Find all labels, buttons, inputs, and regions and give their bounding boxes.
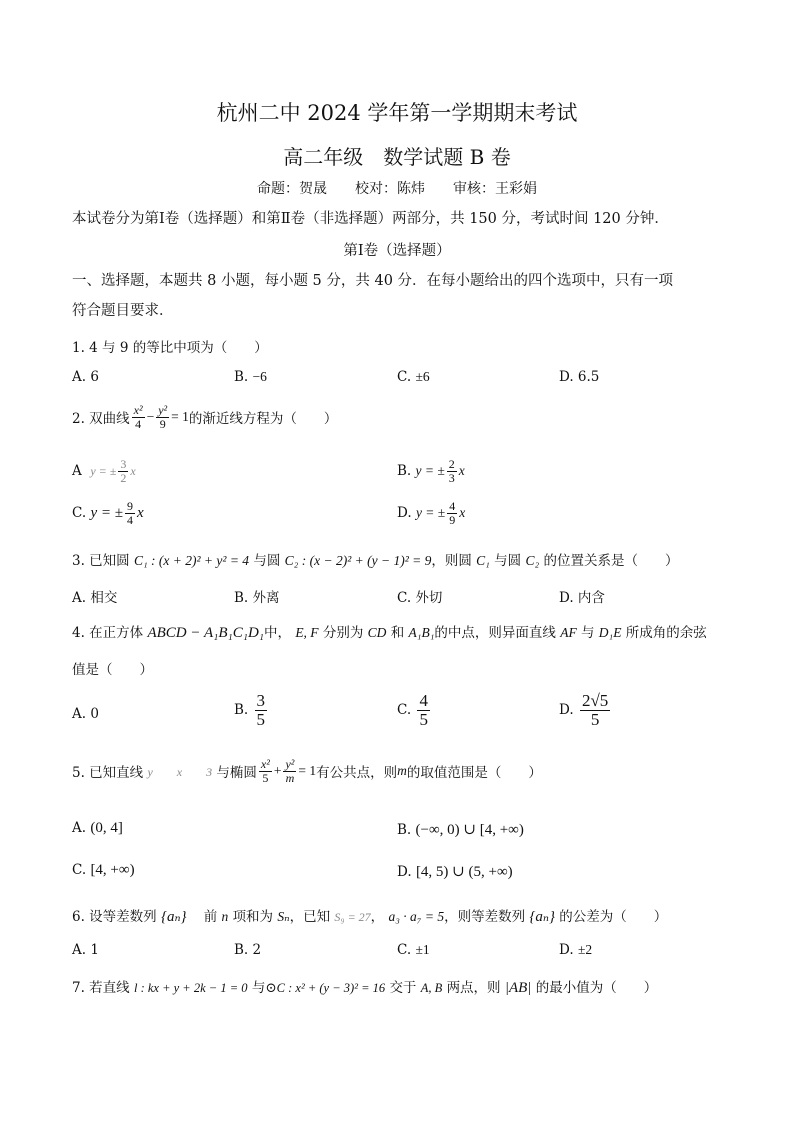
q4-cube: ABCD − A₁B₁C₁D₁ <box>147 625 265 641</box>
q4-d-letter: D. <box>559 702 574 719</box>
question-6-stem <box>72 905 667 926</box>
q6-seq: {aₙ} <box>160 909 187 925</box>
part-heading: 第Ⅰ卷（选择题） <box>343 243 451 259</box>
q6-seq-2: {aₙ} <box>529 909 555 925</box>
option-b-value: −6 <box>252 369 267 384</box>
q2-d-num: 4 <box>449 499 456 513</box>
q5-b-value: (−∞, 0) ∪ [4, +∞) <box>415 822 524 838</box>
question-3-option-d: D. 内含 <box>559 590 605 606</box>
q4-b-frac <box>255 692 268 729</box>
question-7-stem <box>72 976 657 997</box>
staff-line: 命题：贺晟 校对：陈炜 审核：王彩娟 <box>257 181 537 197</box>
q2-frac-x <box>132 404 145 430</box>
question-4-line-2: 值是（ ） <box>72 662 153 678</box>
question-3-option-b: B. 外离 <box>234 590 280 606</box>
q3-prefix: 3. 已知圆 <box>72 553 130 569</box>
q6-s9: S₉ = 27 <box>334 910 371 924</box>
q6-mid5: ，则等差数列 <box>444 909 526 925</box>
q4-mid5: 与 <box>581 625 595 641</box>
q5-line-eq: y x 3 <box>147 764 213 779</box>
q4-a1b1: A₁B₁ <box>408 625 435 640</box>
q4-d-frac <box>580 692 610 729</box>
q2-a-frac <box>118 458 128 484</box>
q4-mid4: 的中点，则异面直线 <box>434 625 556 641</box>
q5-m-var: m <box>397 763 407 779</box>
q2-b-letter: B. <box>397 463 412 480</box>
q7-prefix: 7. 若直线 <box>72 980 130 996</box>
q2-a-y: y = ± <box>90 463 117 478</box>
q2-rhs: = 1 <box>171 409 189 425</box>
q2-c-frac <box>125 500 135 526</box>
q2-frac-x-den: 4 <box>135 416 142 431</box>
q6-prefix: 6. 设等差数列 <box>72 909 157 925</box>
q3-post2: 与圆 <box>494 553 522 569</box>
question-1-option-a: A. 6 <box>72 369 99 385</box>
q3-mid: 与圆 <box>253 553 281 569</box>
q2-d-den: 9 <box>449 512 456 527</box>
question-3-stem <box>72 549 678 569</box>
q2-c-x: x <box>136 504 144 521</box>
question-2-option-c <box>72 500 144 526</box>
q3-c2-ref: C₂ <box>525 553 540 568</box>
q2-d-frac <box>447 500 457 526</box>
q4-mid3: 和 <box>390 625 405 641</box>
q7-mid: 与⊙ <box>251 980 277 996</box>
q5-rhs: = 1 <box>298 763 317 779</box>
question-2-option-d <box>397 500 465 526</box>
q2-d-letter: D. <box>397 505 412 522</box>
question-6-option-c <box>397 942 430 958</box>
q2-b-y: y = ± <box>415 463 445 479</box>
q7-circle-eq: C : x² + (y − 3)² = 16 <box>276 981 386 995</box>
q7-mid3: 两点，则 <box>446 980 501 996</box>
q4-cd: CD <box>367 625 387 640</box>
exam-intro: 本试卷分为第Ⅰ卷（选择题）和第Ⅱ卷（非选择题）两部分，共 150 分，考试时间 120 分钟． <box>72 211 669 227</box>
question-4-option-c <box>397 692 432 729</box>
question-4-option-d <box>559 692 612 729</box>
q4-mid1: 中， <box>264 625 292 641</box>
q2-b-den: 3 <box>448 470 455 485</box>
q2-frac-y <box>156 404 169 430</box>
option-b-letter: B. <box>234 369 249 385</box>
q2-c-letter: C. <box>72 505 87 522</box>
q4-c-den: 5 <box>419 709 428 729</box>
q6-c-value: ±1 <box>415 942 430 957</box>
q2-frac-y-den: 9 <box>159 416 166 431</box>
q7-abs-ab: |AB| <box>504 980 532 996</box>
q4-af: AF <box>560 625 577 640</box>
q4-b-num: 3 <box>256 691 266 710</box>
question-2-option-a <box>72 458 136 484</box>
q5-post2: 的取值范围是（ ） <box>406 765 542 782</box>
q4-c-frac <box>417 692 430 729</box>
q5-post: 有公共点，则 <box>316 765 398 782</box>
question-5-option-c <box>72 862 135 879</box>
q4-mid2: 分别为 <box>322 625 364 641</box>
q3-circle-2: C₂ : (x − 2)² + (y − 1)² = 9 <box>284 553 432 568</box>
q4-b-den: 5 <box>256 709 266 729</box>
q2-b-x: x <box>458 463 465 479</box>
q5-frac-y <box>283 758 296 784</box>
q2-a-x: x <box>130 463 136 478</box>
q2-frac-x-num: x² <box>133 403 143 417</box>
q3-circle-1: C₁ : (x + 2)² + y² = 4 <box>133 553 250 568</box>
question-5-option-d <box>397 862 513 881</box>
q2-c-num: 9 <box>126 499 133 513</box>
question-2-stem: 2. 双曲线 $\frac{\text{x²}}{4}$ − $\frac{\text{y²}}{9}$ = 1 的渐近线方程为（ ） <box>72 403 338 431</box>
q7-mid2: 交于 <box>389 980 417 996</box>
question-5-stem: 5. 已知直线 y x 3 与椭圆 $\frac{\text{x²}}{5}$ + $\frac{\text{y²}}{m}$ = 1 有公共点，则 m 的取值范围是（ ） <box>72 757 542 785</box>
q4-d-num: 2√5 <box>581 691 609 710</box>
section-instructions-line-1: 一、选择题，本题共 8 小题，每小题 5 分，共 40 分．在每小题给出的四个选项中，只有一项 <box>72 273 674 289</box>
q2-a-num: 3 <box>120 457 127 471</box>
q5-frac-y-num: y² <box>285 757 295 771</box>
exam-subtitle: 高二年级 数学试题 B 卷 <box>283 145 511 169</box>
q2-b-frac <box>447 458 457 484</box>
question-1-option-b <box>234 369 267 385</box>
q6-mid2: 项和为 <box>232 909 274 925</box>
exam-title: 杭州二中 2024 学年第一学期期末考试 <box>216 101 578 125</box>
option-c-value: ±6 <box>415 369 430 384</box>
q4-ef: E, F <box>295 625 319 640</box>
question-5-option-b <box>397 820 524 839</box>
q2-b-num: 2 <box>448 457 455 471</box>
question-4-option-b <box>234 692 269 729</box>
q6-mid3: ，已知 <box>289 909 331 925</box>
q2-c-y: y = ± <box>90 504 123 521</box>
question-1-stem: 1. 4 与 9 的等比中项为（ ） <box>72 340 268 356</box>
q5-c-value: [4, +∞) <box>90 862 135 878</box>
option-c-letter: C. <box>397 369 412 385</box>
q5-frac-x-num: x² <box>260 757 270 771</box>
question-3-option-c: C. 外切 <box>397 590 443 606</box>
q2-prefix: 2. 双曲线 <box>72 411 130 428</box>
question-5-option-a <box>72 820 123 837</box>
q6-a3a7: a₃ · a₇ = 5 <box>388 909 445 924</box>
q4-c-num: 4 <box>419 691 428 710</box>
q5-b-letter: B. <box>397 822 412 838</box>
q6-c-letter: C. <box>397 942 412 958</box>
q5-mid: 与椭圆 <box>216 765 257 782</box>
q5-frac-y-den: m <box>285 770 295 785</box>
q6-n: n <box>221 909 229 924</box>
q2-frac-y-num: y² <box>158 403 168 417</box>
question-1-option-c <box>397 369 430 385</box>
q6-mid1: 前 <box>203 909 218 925</box>
q5-frac-x-den: 5 <box>262 770 269 785</box>
q6-sn: Sₙ <box>277 909 290 924</box>
q7-post: 的最小值为（ ） <box>535 980 658 996</box>
q7-line-eq: l : kx + y + 2k − 1 = 0 <box>133 981 248 995</box>
q4-prefix: 4. 在正方体 <box>72 625 144 641</box>
q3-c1-ref: C₁ <box>476 553 490 568</box>
q4-mid6: 所成角的余弦 <box>625 625 707 641</box>
question-1-option-d: D. 6.5 <box>559 369 600 385</box>
q5-d-value: [4, 5) ∪ (5, +∞) <box>415 864 513 880</box>
q6-mid4: ， <box>370 909 385 925</box>
q5-c-letter: C. <box>72 862 87 878</box>
question-6-option-a: A. 1 <box>72 942 99 958</box>
question-2-option-b <box>397 458 465 484</box>
q7-ab: A, B <box>420 981 443 995</box>
q2-a-letter: A <box>72 463 82 480</box>
section-instructions-line-2: 符合题目要求． <box>72 303 174 319</box>
q5-d-letter: D. <box>397 864 412 880</box>
question-6-option-d <box>559 942 592 958</box>
q5-prefix: 5. 已知直线 <box>72 765 144 782</box>
question-4-stem <box>72 621 707 642</box>
q6-d-value: ±2 <box>577 942 593 957</box>
q2-suffix: 的渐近线方程为（ ） <box>188 411 338 428</box>
q5-a-value: (0, 4] <box>90 820 123 836</box>
q6-post: 的公差为（ ） <box>559 909 668 925</box>
q3-post3: 的位置关系是（ ） <box>543 553 679 569</box>
q4-b-letter: B. <box>234 702 249 719</box>
q4-d1e: D₁E <box>598 625 622 640</box>
q3-post: ，则圆 <box>431 553 472 569</box>
q5-frac-x <box>259 758 272 784</box>
q2-a-den: 2 <box>120 470 127 485</box>
q4-c-letter: C. <box>397 702 412 719</box>
q4-d-den: 5 <box>590 709 600 729</box>
q2-d-x: x <box>459 505 466 521</box>
q6-d-letter: D. <box>559 942 574 958</box>
q2-d-y: y = ± <box>415 505 446 521</box>
question-3-option-a: A. 相交 <box>72 590 118 606</box>
q5-a-letter: A. <box>72 820 87 836</box>
question-6-option-b: B. 2 <box>234 942 262 958</box>
question-4-option-a: A. 0 <box>72 706 99 722</box>
q2-c-den: 4 <box>126 512 133 527</box>
